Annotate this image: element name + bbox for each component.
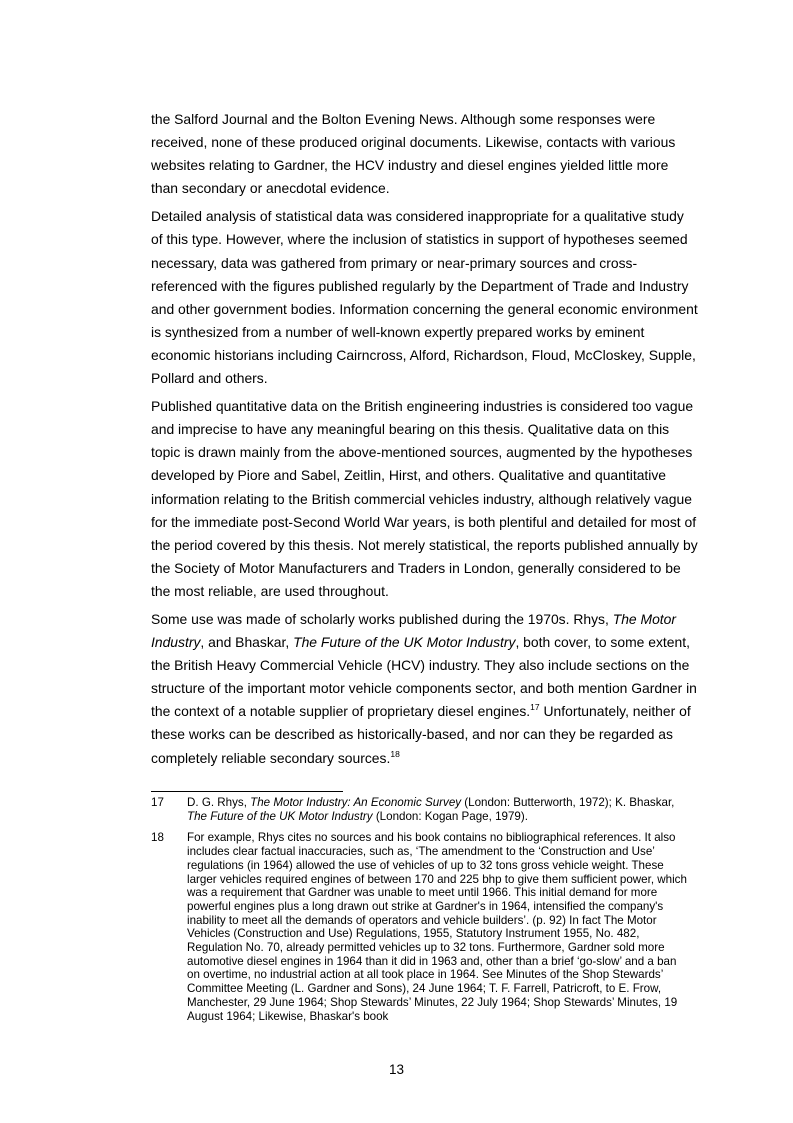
footnote-17-title-1: The Motor Industry: An Economic Survey [250, 796, 462, 809]
paragraph-4-text-f: Unfortunately, neither of these works can be described as historically-based, and nor can they be regarded as completely reliable secondary sources. [151, 703, 691, 766]
footnote-text: For example, Rhys cites no sources and his book contains no bibliographical references. It also includes clear factual inaccuracies, such as, ‘The amendment to the ‘Construction and Use’ regulations (in 1964) allowed the use of vehicles of up to 32 tons gross vehicle weight. These larger vehicles required engines of between 170 and 225 bhp to give them sufficient power, which was a requirement that Gardner was unable to meet until 1966. This initial demand for more powerful engines plus a long drawn out strike at Gardner's in 1964, intensified the company's inability to meet all the demands of operators and vehicle builders’. (p. 92) In fact The Motor Vehicles (Construction and Use) Regulations, 1955, Statutory Instrument 1955, No. 482, Regulation No. 70, already permitted vehicles up to 32 tons. Furthermore, Gardner sold more automotive diesel engines in 1964 than it did in 1963 and, other than a brief ‘go-slow’ and a ban on overtime, no industrial action at all took place in 1964. See Minutes of the Shop Stewards’ Committee Meeting (L. Gardner and Sons), 24 June 1964; T. F. Farrell, Patricroft, to E. Frow, Manchester, 29 June 1964; Shop Stewards’ Minutes, 22 July 1964; Shop Stewards’ Minutes, 19 August 1964; Likewise, Bhaskar's book [187, 831, 687, 1023]
body-text [151, 108, 699, 775]
footnote-17-title-2: The Future of the UK Motor Industry [187, 809, 373, 823]
footnotes [151, 796, 691, 1031]
footnote-18 [151, 831, 691, 1023]
footnote-17-text-c: (London: Butterworth, 1972); K. Bhaskar, [461, 796, 675, 809]
footnote-ref-18[interactable]: 18 [390, 748, 400, 759]
book-title-motor-industry: The Motor Industry [151, 610, 677, 651]
paragraph-1: the Salford Journal and the Bolton Evening News. Although some responses were received, none of these produced original documents. Likewise, contacts with various websites relating to Gardner, the HCV industry and diesel engines yielded little more than secondary or anecdotal evidence. [151, 111, 676, 197]
paragraph-2: Detailed analysis of statistical data was considered inappropriate for a qualitative study of this type. However, where the inclusion of statistics in support of hypotheses seemed necessary, data was gathered from primary or near-primary sources and cross-referenced with the figures published regularly by the Department of Trade and Industry and other government bodies. Information concerning the general economic environment is synthesized from a number of well-known expertly prepared works by eminent economic historians including Cairncross, Alford, Richardson, Floud, McCloskey, Supple, Pollard and others. [151, 208, 698, 387]
footnote-ref-17[interactable]: 17 [530, 702, 540, 713]
page-number: 13 [388, 1062, 405, 1077]
paragraph-4-text-e: , both cover, to some extent, the British Heavy Commercial Vehicle (HCV) industry. They also include sections on the structure of the important motor vehicle components sector, and both mention Gardner in the context of a notable supplier of proprietary diesel engines. [151, 634, 697, 720]
footnote-number: 17 [151, 796, 164, 809]
book-title-future-uk-motor-industry: The Future of the UK Motor Industry [293, 634, 516, 651]
footnote-number: 18 [151, 831, 164, 845]
footnote-separator [151, 791, 343, 792]
paragraph-3: Published quantitative data on the British engineering industries is considered too vague and imprecise to have any meaningful bearing on this thesis. Qualitative data on this topic is drawn mainly from the above-mentioned sources, augmented by the hypotheses developed by Piore and Sabel, Zeitlin, Hirst, and others. Qualitative and quantitative information relating to the British commercial vehicles industry, although relatively vague for the immediate post-Second World War years, is both plentiful and detailed for most of the period covered by this thesis. Not merely statistical, the reports published annually by the Society of Motor Manufacturers and Traders in London, generally considered to be the most reliable, are used throughout. [151, 398, 698, 599]
paragraph-4-text-c: , and Bhaskar, [200, 634, 294, 651]
paragraph-4 [151, 608, 699, 770]
paragraph-4-text-a: Some use was made of scholarly works published during the 1970s. Rhys, [151, 610, 613, 627]
footnote-text [187, 796, 691, 823]
footnote-17-text-e: (London: Kogan Page, 1979). [372, 809, 528, 823]
footnote-17-text-a: D. G. Rhys, [187, 796, 251, 809]
footnote-17 [151, 796, 691, 823]
